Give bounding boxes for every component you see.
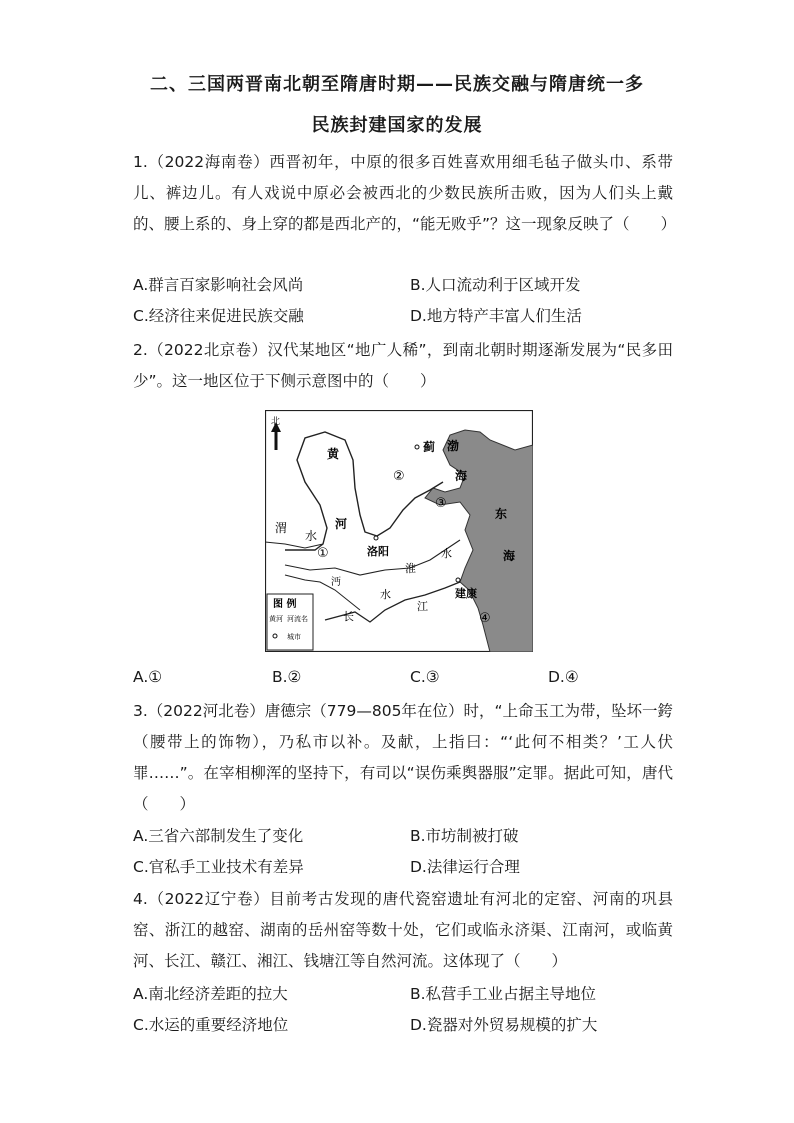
q2-option-d[interactable]: D.④: [548, 668, 579, 686]
label-wei: 渭: [275, 521, 288, 535]
q3-option-d[interactable]: D.法律运行合理: [410, 858, 520, 876]
label-huang: 黄: [327, 447, 340, 461]
label-chang: 长: [343, 610, 354, 623]
label-huai: 淮: [405, 562, 416, 575]
label-wei-shui: 水: [305, 529, 318, 543]
label-mian-shui: 水: [380, 588, 391, 601]
label-donghai-hai: 海: [503, 549, 516, 563]
q1-stem: 1.（2022海南卷）西晋初年，中原的很多百姓喜欢用细毛毡子做头巾、系带儿、裤边儿。有人戏说中原必会被西北的少数民族所击败，因为人们头上戴的、腰上系的、身上穿的都是西北产的，“能无败乎”？这一现象反映了（ ）: [133, 153, 677, 233]
q2-option-a[interactable]: A.①: [133, 668, 163, 686]
label-jiang: 江: [417, 600, 428, 613]
q1-option-d[interactable]: D.地方特产丰富人们生活: [410, 307, 582, 325]
q1-option-c[interactable]: C.经济往来促进民族交融: [133, 307, 304, 325]
label-huai-shui: 水: [441, 547, 452, 560]
north-south-dynasties-map: [265, 410, 533, 652]
marker-2: ②: [393, 469, 405, 484]
q2-option-c[interactable]: C.③: [410, 668, 440, 686]
label-dong: 东: [495, 507, 508, 521]
q1-option-a[interactable]: A.群言百家影响社会风尚: [133, 276, 304, 294]
label-bohai-hai: 海: [455, 469, 468, 483]
q3-option-b[interactable]: B.市坊制被打破: [410, 827, 519, 845]
marker-4: ④: [479, 611, 491, 626]
legend-title: 图 例: [273, 599, 297, 610]
q4-stem: 4.（2022辽宁卷）目前考古发现的唐代瓷窑遗址有河北的定窑、河南的巩县窑、浙江的越窑、湖南的岳州窑等数十处，它们或临永济渠、江南河，或临黄河、长江、赣江、湘江、钱塘江等自然河流。这体现了（ ）: [133, 890, 673, 970]
q4-option-c[interactable]: C.水运的重要经济地位: [133, 1016, 289, 1034]
label-ji: 蓟: [423, 440, 436, 454]
q4-option-d[interactable]: D.瓷器对外贸易规模的扩大: [410, 1016, 598, 1034]
q1-option-b[interactable]: B.人口流动利于区域开发: [410, 276, 581, 294]
q3-option-c[interactable]: C.官私手工业技术有差异: [133, 858, 304, 876]
legend-city-desc: 城市: [287, 633, 301, 641]
label-jiankang: 建康: [455, 587, 477, 600]
q3-stem: 3.（2022河北卷）唐德宗（779—805年在位）时，“上命玉工为带，坠坏一銙（腰带上的饰物），乃私市以补。及献，上指曰：“‘此何不相类？’工人伏罪……”。在宰相柳浑的坚持下，有司以“误伤乘舆器服”定罪。据此可知，唐代（ ）: [133, 702, 673, 813]
legend-river-desc: 河流名: [287, 615, 308, 623]
legend-river-sample: 黄河: [269, 615, 283, 623]
marker-1: ①: [317, 546, 329, 561]
section-title-line2: 民族封建国家的发展: [311, 115, 483, 136]
label-bo: 渤: [447, 439, 460, 453]
q4-option-b[interactable]: B.私营手工业占据主导地位: [410, 985, 597, 1003]
label-luoyang: 洛阳: [367, 545, 389, 558]
north-label: 北: [271, 417, 281, 427]
section-title-line1: 二、三国两晋南北朝至隋唐时期——民族交融与隋唐统一多: [150, 74, 644, 95]
label-mian: 沔: [331, 577, 341, 588]
q3-option-a[interactable]: A.三省六部制发生了变化: [133, 827, 304, 845]
q4-option-a[interactable]: A.南北经济差距的拉大: [133, 985, 288, 1003]
marker-3: ③: [435, 496, 447, 511]
label-he: 河: [335, 517, 348, 531]
q2-option-b[interactable]: B.②: [272, 668, 302, 686]
q2-stem: 2.（2022北京卷）汉代某地区“地广人稀”，到南北朝时期逐渐发展为“民多田少”。这一地区位于下侧示意图中的（ ）: [133, 341, 673, 390]
